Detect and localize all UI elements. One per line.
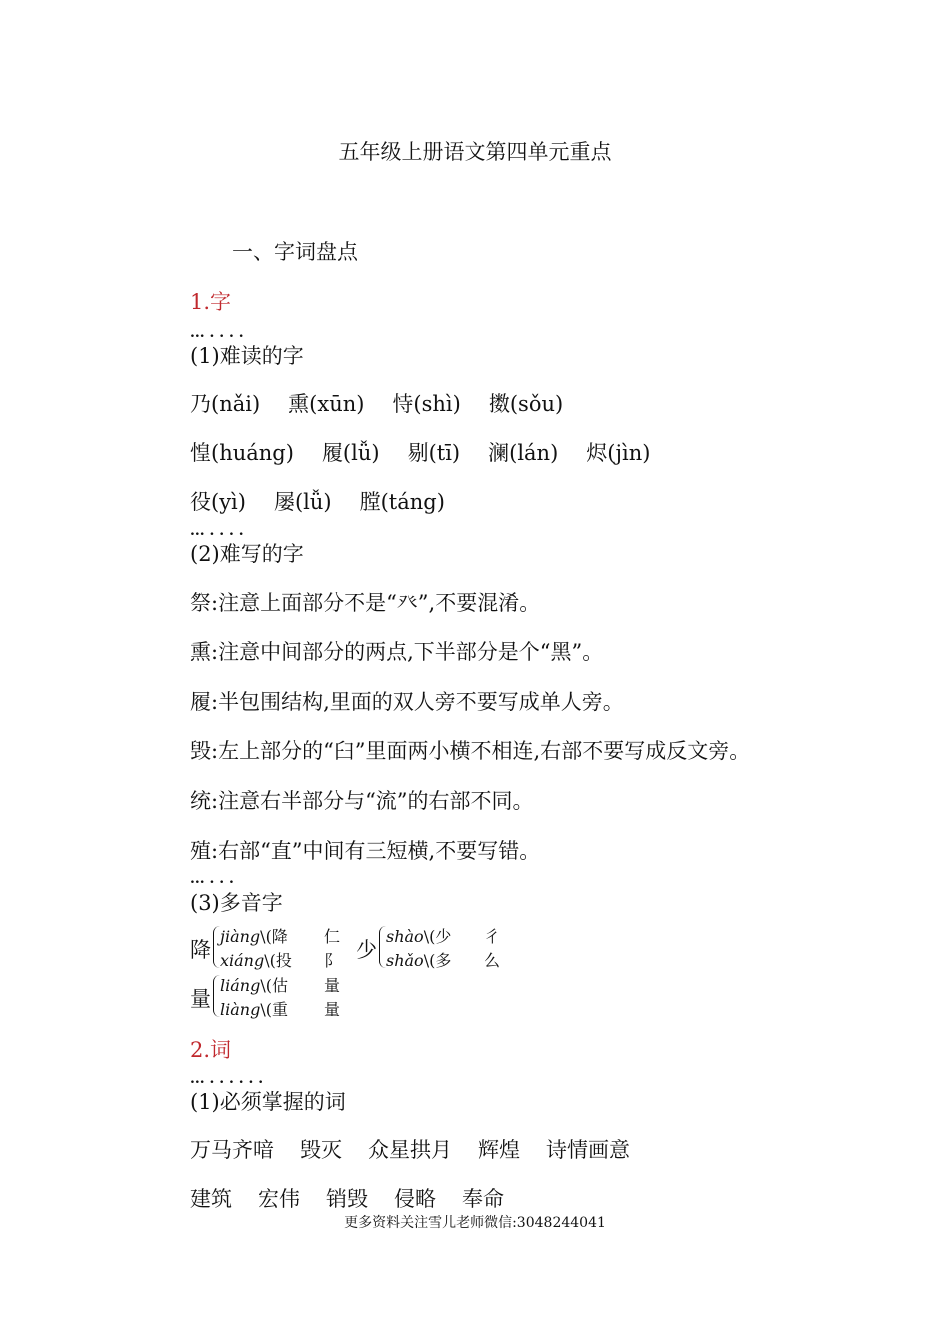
char-item: 熏(xūn) [288,392,365,416]
hard-read-row [190,388,591,418]
word-item: 宏伟 [258,1187,300,1211]
polyphone-char: 少 [356,938,377,962]
footer-note: 更多资料关注雪儿老师微信:3048244041 [344,1215,606,1231]
word-item: 众星拱月 [368,1138,452,1162]
clipped-glyph: 仁 [324,927,341,946]
emphasis-dots: ... . . . . [190,523,244,539]
reading: jiàng\(降 [220,927,288,946]
char-item: 剔(tī) [407,441,461,465]
clipped-glyph: 量 [324,976,341,995]
char-item: 屡(lǚ) [273,490,332,514]
part-heading-characters: 1.字 [190,290,232,314]
word-item: 销毁 [326,1187,368,1211]
char-item: 膛(táng) [359,490,445,514]
word-item: 毁灭 [300,1138,342,1162]
word-item: 侵略 [394,1187,436,1211]
clipped-glyph: 彳 [484,927,501,946]
subheading-hard-write: (2)难写的字 [190,542,304,566]
emphasis-dots: ... . . . . . . [190,1071,264,1087]
clipped-glyph: 么 [484,951,501,970]
section-heading: 一、字词盘点 [232,240,358,264]
clipped-glyph: 量 [324,1000,341,1019]
char-item: 擞(sǒu) [488,392,564,416]
word-item: 建筑 [190,1187,232,1211]
char-item: 恃(shì) [392,392,461,416]
reading: shǎo\(多 [386,951,452,970]
char-item: 乃(nǎi) [190,392,261,416]
polyphone-char: 量 [190,987,211,1011]
char-item: 惶(huáng) [190,441,294,465]
brace [213,975,220,1017]
word-item: 诗情画意 [546,1138,630,1162]
hard-write-note: 殖:右部“直”中间有三短横,不要写错。 [190,839,541,863]
hard-write-note: 统:注意右半部分与“流”的右部不同。 [190,789,534,813]
emphasis-dots: ... . . . [190,871,234,887]
part-heading-words: 2.词 [190,1038,232,1062]
polyphone-char: 降 [190,938,211,962]
subheading-must-know-words: (1)必须掌握的词 [190,1090,346,1114]
hard-write-note: 履:半包围结构,里面的双人旁不要写成单人旁。 [190,690,624,714]
subheading-polyphones: (3)多音字 [190,891,283,915]
reading: shào\(少 [386,927,452,946]
word-item: 奉命 [462,1187,504,1211]
char-item: 履(lǚ) [321,441,380,465]
hard-write-note: 毁:左上部分的“臼”里面两小横不相连,右部不要写成反文旁。 [190,739,751,763]
word-row [190,1134,656,1164]
polyphone-jiang [190,924,340,972]
word-row [190,1183,530,1213]
clipped-glyph: 阝 [324,951,341,970]
word-item: 万马齐喑 [190,1138,274,1162]
word-item: 辉煌 [478,1138,520,1162]
subheading-hard-read: (1)难读的字 [190,344,304,368]
hard-write-note: 熏:注意中间部分的两点,下半部分是个“黑”。 [190,640,604,664]
char-item: 澜(lán) [488,441,559,465]
reading: liáng\(估 [220,976,288,995]
hard-write-note: 祭:注意上面部分不是“癶”,不要混淆。 [190,591,541,615]
hard-read-row [190,486,473,516]
char-item: 烬(jìn) [586,441,651,465]
reading: xiáng\(投 [220,951,292,970]
char-item: 役(yì) [190,490,246,514]
brace [379,926,386,968]
reading: liàng\(重 [220,1000,288,1019]
page-title: 五年级上册语文第四单元重点 [338,140,612,164]
brace [213,926,220,968]
emphasis-dots: ... . . . . [190,325,244,341]
polyphone-shao [356,924,506,972]
polyphone-liang [190,973,340,1021]
hard-read-row [190,437,678,467]
